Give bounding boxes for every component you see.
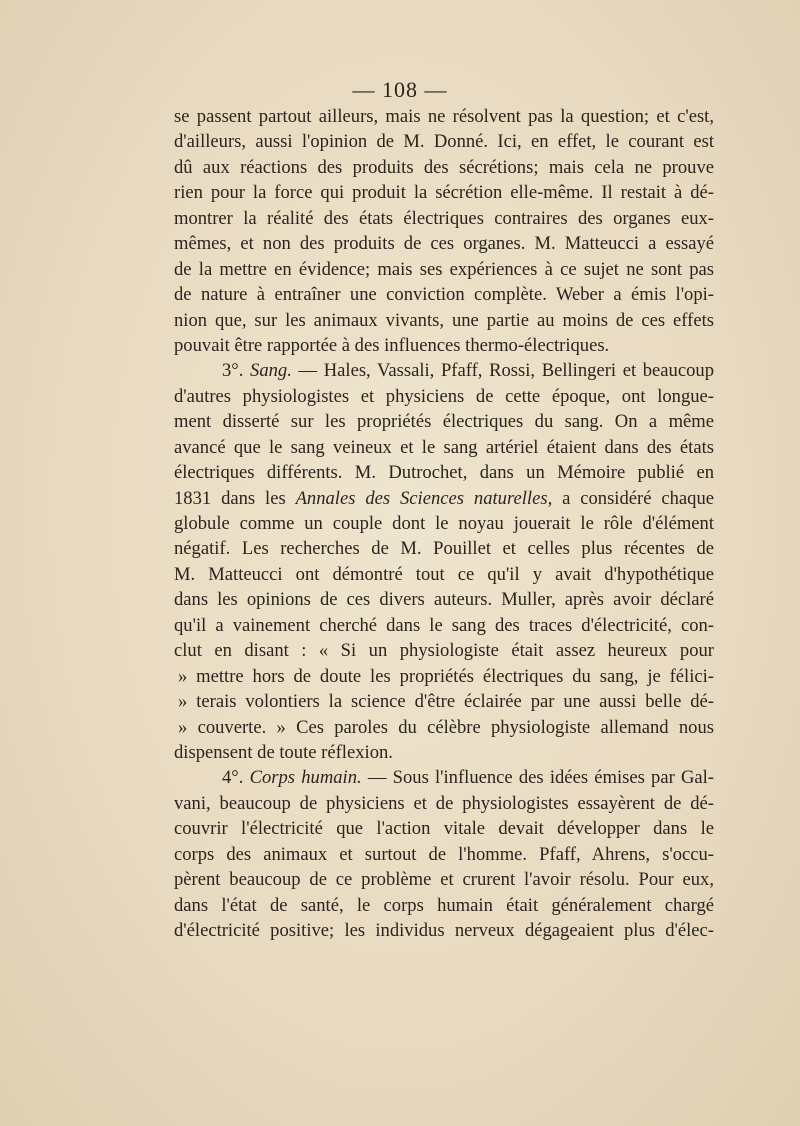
text-line: dû aux réactions des produits des sécrétions; mais cela ne prouve xyxy=(174,156,714,178)
section-heading-line-corps xyxy=(174,765,714,790)
text-line: rien pour la force qui produit la sécrétion elle-même. Il restait à dé- xyxy=(174,182,714,204)
text-segment: 1831 dans les xyxy=(174,487,296,509)
quote-line: » terais volontiers la science d'être éclairée par une aussi belle dé- xyxy=(178,691,714,713)
section-text: — Hales, Vassali, Pfaff, Rossi, Bellingeri et beaucoup xyxy=(291,360,714,382)
text-line: électriques différents. M. Dutrochet, dans un Mémoire publié en xyxy=(174,462,714,484)
text-line: se passent partout ailleurs, mais ne résolvent pas la question; et c'est, xyxy=(174,106,714,127)
body-text xyxy=(174,104,714,943)
text-line: dispensent de toute réflexion. xyxy=(174,741,393,763)
text-line: pèrent beaucoup de ce problème et crurent l'avoir résolu. Pour eux, xyxy=(174,869,714,891)
section-title-corps-humain: Corps humain. xyxy=(249,767,362,789)
text-line: corps des animaux et surtout de l'homme. Pfaff, Ahrens, s'occu- xyxy=(174,843,714,865)
text-line: ment disserté sur les propriétés électriques du sang. On a même xyxy=(174,411,714,433)
text-line: de la mettre en évidence; mais ses expériences à ce sujet ne sont pas xyxy=(174,258,714,280)
text-line: montrer la réalité des états électriques contraires des organes eux- xyxy=(174,207,714,229)
text-line: d'autres physiologistes et physiciens de cette époque, ont longue- xyxy=(174,385,714,407)
text-line: de nature à entraîner une conviction complète. Weber a émis l'opi- xyxy=(174,284,714,306)
text-line: négatif. Les recherches de M. Pouillet et celles plus récentes de xyxy=(174,538,714,560)
text-line: nion que, sur les animaux vivants, une partie au moins de ces effets xyxy=(174,309,714,331)
text-line: pouvait être rapportée à des influences thermo-électriques. xyxy=(174,334,610,356)
section-text: — Sous l'influence des idées émises par Gal- xyxy=(361,767,715,789)
text-line: avancé que le sang veineux et le sang artériel étaient dans des états xyxy=(174,436,714,458)
text-line: mêmes, et non des produits de ces organes. M. Matteucci a essayé xyxy=(174,233,714,255)
text-line: d'ailleurs, aussi l'opinion de M. Donné. Ici, en effet, le courant est xyxy=(174,131,714,153)
journal-title: Annales des Sciences naturelles, xyxy=(295,487,553,509)
text-line: couvrir l'électricité que l'action vitale devait développer dans le xyxy=(174,818,714,840)
page-number: — 108 — xyxy=(352,77,448,102)
text-line: vani, beaucoup de physiciens et de physiologistes essayèrent de dé- xyxy=(174,792,714,814)
text-line: dans les opinions de ces divers auteurs. Muller, après avoir déclaré xyxy=(174,589,714,611)
text-line: d'électricité positive; les individus nerveux dégageaient plus d'élec- xyxy=(174,920,714,941)
section-heading-line-sang xyxy=(174,358,714,383)
text-line: globule comme un couple dont le noyau jouerait le rôle d'élément xyxy=(174,513,714,534)
text-line: qu'il a vainement cherché dans le sang des traces d'électricité, con- xyxy=(174,614,714,636)
text-line: M. Matteucci ont démontré tout ce qu'il y avait d'hypothétique xyxy=(174,563,714,585)
text-line-citation xyxy=(174,486,714,511)
quote-line: » mettre hors de doute les propriétés électriques du sang, je félici- xyxy=(178,665,714,687)
text-line: clut en disant : « Si un physiologiste était assez heureux pour xyxy=(174,640,714,662)
text-segment: a considéré chaque xyxy=(552,487,714,509)
section-number: 4°. xyxy=(222,767,250,789)
text-line: dans l'état de santé, le corps humain était généralement chargé xyxy=(174,894,714,916)
section-title-sang: Sang. xyxy=(250,360,292,382)
quote-line: » couverte. » Ces paroles du célèbre physiologiste allemand nous xyxy=(178,716,714,738)
section-number: 3°. xyxy=(222,360,251,382)
